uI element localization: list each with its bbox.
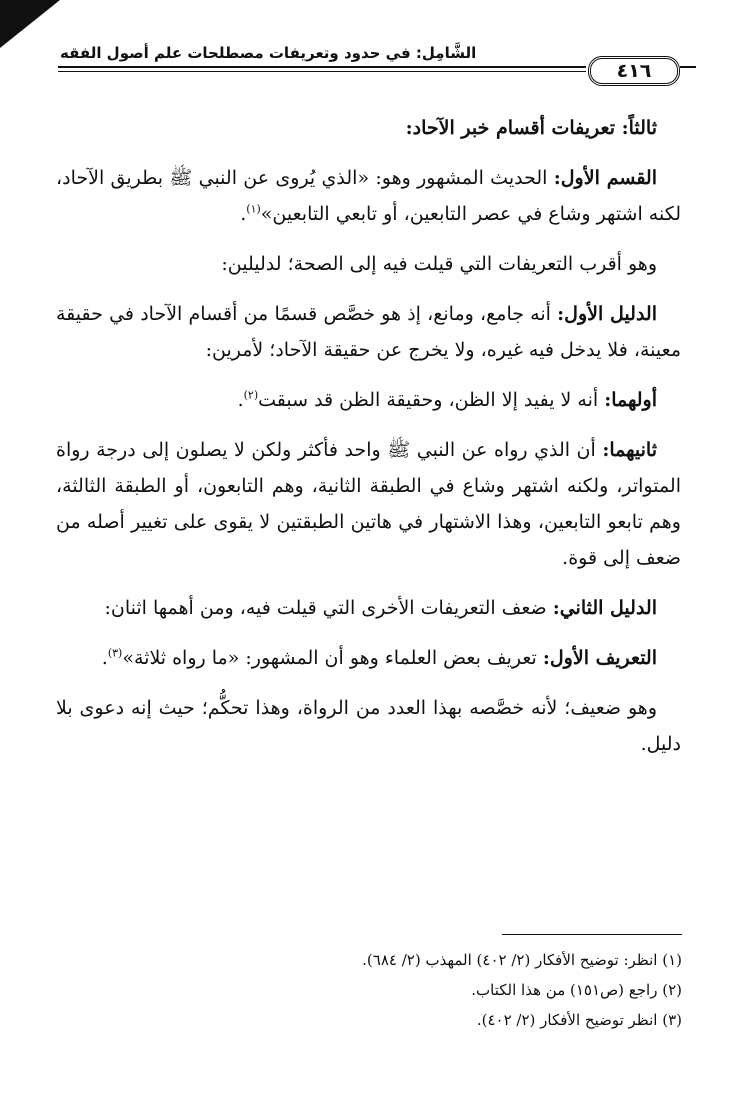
header-rule <box>58 66 586 68</box>
paragraph-text: تعريف بعض العلماء وهو أن المشهور: «ما رواه ثلاثة» <box>122 647 543 669</box>
paragraph-closest-definition: وهو أقرب التعريفات التي قيلت فيه إلى الصحة؛ لدليلين: <box>221 253 657 275</box>
footnote-ref: (٢) <box>243 388 259 402</box>
page-number: ٤١٦ <box>588 56 680 86</box>
header-rule-tail <box>680 66 696 68</box>
paragraph-text: أن الذي رواه عن النبي ﷺ واحد فأكثر ولكن لا يصلون إلى درجة رواة المتواتر، ولكنه اشتهر وشاع في الطبقة الثانية، وهم التابعون، أو الطبقة الثالثة، وهم تابعو التابعين، وهذا الاشتهار في هاتين الطبقتين لا يقوى على تغيير أصله من ضعف إلى قوة. <box>56 439 681 569</box>
paragraph-text: أنه لا يفيد إلا الظن، وحقيقة الظن قد سبقت <box>258 389 605 411</box>
footnote-ref: (٣) <box>107 646 123 660</box>
footnote-item: (٣) انظر توضيح الأفكار (٢/ ٤٠٢). <box>476 1011 682 1029</box>
paragraph-lead: القسم الأول: <box>553 167 658 189</box>
paragraph-first-division <box>56 160 681 232</box>
footnote-ref: (١) <box>246 202 261 216</box>
paragraph-lead: ثانيهما: <box>602 439 657 461</box>
paragraph-text: ضعف التعريفات الأخرى التي قيلت فيه، ومن أهمها اثنان: <box>104 597 553 619</box>
paragraph-text: أنه جامع، ومانع، إذ هو خصَّص قسمًا من أقسام الآحاد في حقيقة معينة، فلا يدخل فيه غيره، ولا يخرج عن حقيقة الآحاد؛ لأمرين: <box>56 303 681 361</box>
paragraph-first-evidence <box>56 296 681 368</box>
paragraph-second-matter <box>56 432 681 576</box>
corner-decoration <box>0 0 60 48</box>
paragraph-end: . <box>101 647 108 669</box>
paragraph-end: . <box>240 203 247 225</box>
paragraph-end: . <box>237 389 244 411</box>
paragraph-first-definition <box>56 640 681 676</box>
header-rule-thin <box>58 71 586 72</box>
section-heading: ثالثاً: تعريفات أقسام خبر الآحاد: <box>405 117 657 139</box>
paragraph-first-matter <box>56 382 681 418</box>
paragraph-lead: الدليل الأول: <box>557 303 657 325</box>
footnote-item: (١) انظر: توضيح الأفكار (٢/ ٤٠٢) المهذب (٢/ ٦٨٤). <box>362 951 682 969</box>
paragraph-lead: أولهما: <box>604 389 657 411</box>
paragraph-weakness: وهو ضعيف؛ لأنه خصَّصه بهذا العدد من الرواة، وهذا تحكُّم؛ حيث إنه دعوى بلا دليل. <box>56 697 681 755</box>
main-text <box>56 110 681 776</box>
footnote-item: (٢) راجع (ص١٥١) من هذا الكتاب. <box>471 981 682 999</box>
paragraph-text: الحديث المشهور وهو: «الذي يُروى عن النبي ﷺ بطريق الآحاد، لكنه اشتهر وشاع في عصر التابعين، أو تابعي التابعين» <box>56 167 681 225</box>
footnote-separator <box>502 934 682 935</box>
paragraph-second-evidence <box>56 590 681 626</box>
paragraph-lead: الدليل الثاني: <box>552 597 657 619</box>
running-title: الشَّامِل: في حدود وتعريفات مصطلحات علم أصول الفقه <box>60 44 477 62</box>
paragraph-lead: التعريف الأول: <box>542 647 657 669</box>
footnotes <box>120 945 682 1035</box>
